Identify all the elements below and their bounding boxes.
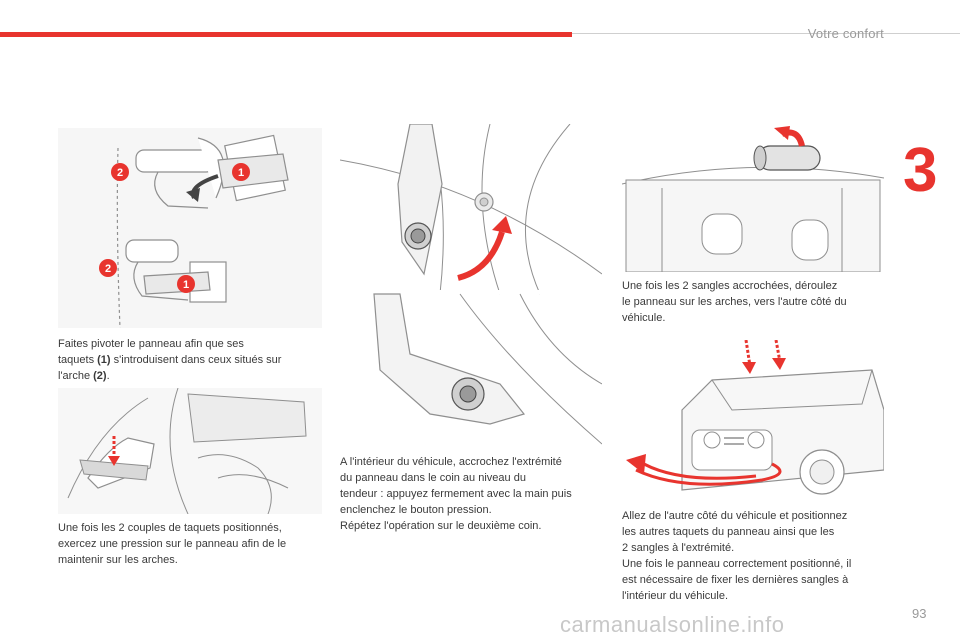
caption-step-5-line-5: est nécessaire de fixer les dernières sangles à <box>622 574 849 586</box>
callout-1-bottom: 1 <box>182 279 190 291</box>
caption-step-1-line-1: Faites pivoter le panneau afin que ses <box>58 338 244 350</box>
watermark: carmanualsonline.info <box>560 612 785 637</box>
caption-step-3-line-4: enclenchez le bouton pression. <box>340 504 492 516</box>
caption-step-2 <box>58 520 328 568</box>
header-accent-bar <box>0 32 572 37</box>
caption-step-4 <box>622 278 892 326</box>
callout-2-bottom: 2 <box>104 263 112 275</box>
caption-step-1-line-3c: . <box>106 370 110 382</box>
caption-step-5-line-3: 2 sangles à l'extrémité. <box>622 542 735 554</box>
caption-step-2-line-2: exercez une pression sur le panneau afin de le <box>58 538 287 550</box>
chapter-number: 3 <box>903 136 938 205</box>
header-rule <box>572 33 960 34</box>
illustration-car-other-side <box>622 340 884 506</box>
caption-step-5-line-6: l'intérieur du véhicule. <box>622 590 729 602</box>
caption-step-3-line-1: A l'intérieur du véhicule, accrochez l'extrémité <box>340 456 562 468</box>
illustration-snap-button <box>340 124 602 450</box>
caption-step-5 <box>622 508 896 604</box>
caption-step-2-line-3: maintenir sur les arches. <box>58 554 178 566</box>
caption-step-4-line-2: le panneau sur les arches, vers l'autre côté du <box>622 296 847 308</box>
illustration-unroll-panel <box>622 124 884 272</box>
caption-step-1-tab-ref: (1) <box>97 354 111 366</box>
caption-step-3-line-3: tendeur : appuyez fermement avec la main puis <box>340 488 572 500</box>
caption-step-5-line-2: les autres taquets du panneau ainsi que les <box>622 526 835 538</box>
callout-1-top: 1 <box>237 167 245 179</box>
caption-step-1-arch-ref: (2) <box>93 370 107 382</box>
caption-step-1 <box>58 336 322 384</box>
caption-step-1-line-3a: l'arche <box>58 370 94 382</box>
page-number: 93 <box>912 606 927 621</box>
caption-step-2-line-1: Une fois les 2 couples de taquets positionnés, <box>58 522 282 534</box>
caption-step-4-line-1: Une fois les 2 sangles accrochées, déroulez <box>622 280 838 292</box>
caption-step-5-line-4: Une fois le panneau correctement positionné, il <box>622 558 852 570</box>
caption-step-4-line-3: véhicule. <box>622 312 666 324</box>
caption-step-3-line-2: du panneau dans le coin au niveau du <box>340 472 526 484</box>
section-title: Votre confort <box>807 26 884 41</box>
caption-step-1-line-2c: s'introduisent dans ceux situés sur <box>110 354 282 366</box>
illustration-press-panel <box>58 388 322 514</box>
illustration-tab-rotation <box>58 128 322 328</box>
caption-step-3 <box>340 454 608 534</box>
caption-step-5-line-1: Allez de l'autre côté du véhicule et positionnez <box>622 510 848 522</box>
caption-step-1-line-2a: taquets <box>58 354 98 366</box>
caption-step-3-line-5: Répétez l'opération sur le deuxième coin. <box>340 520 542 532</box>
callout-2-top: 2 <box>116 167 124 179</box>
